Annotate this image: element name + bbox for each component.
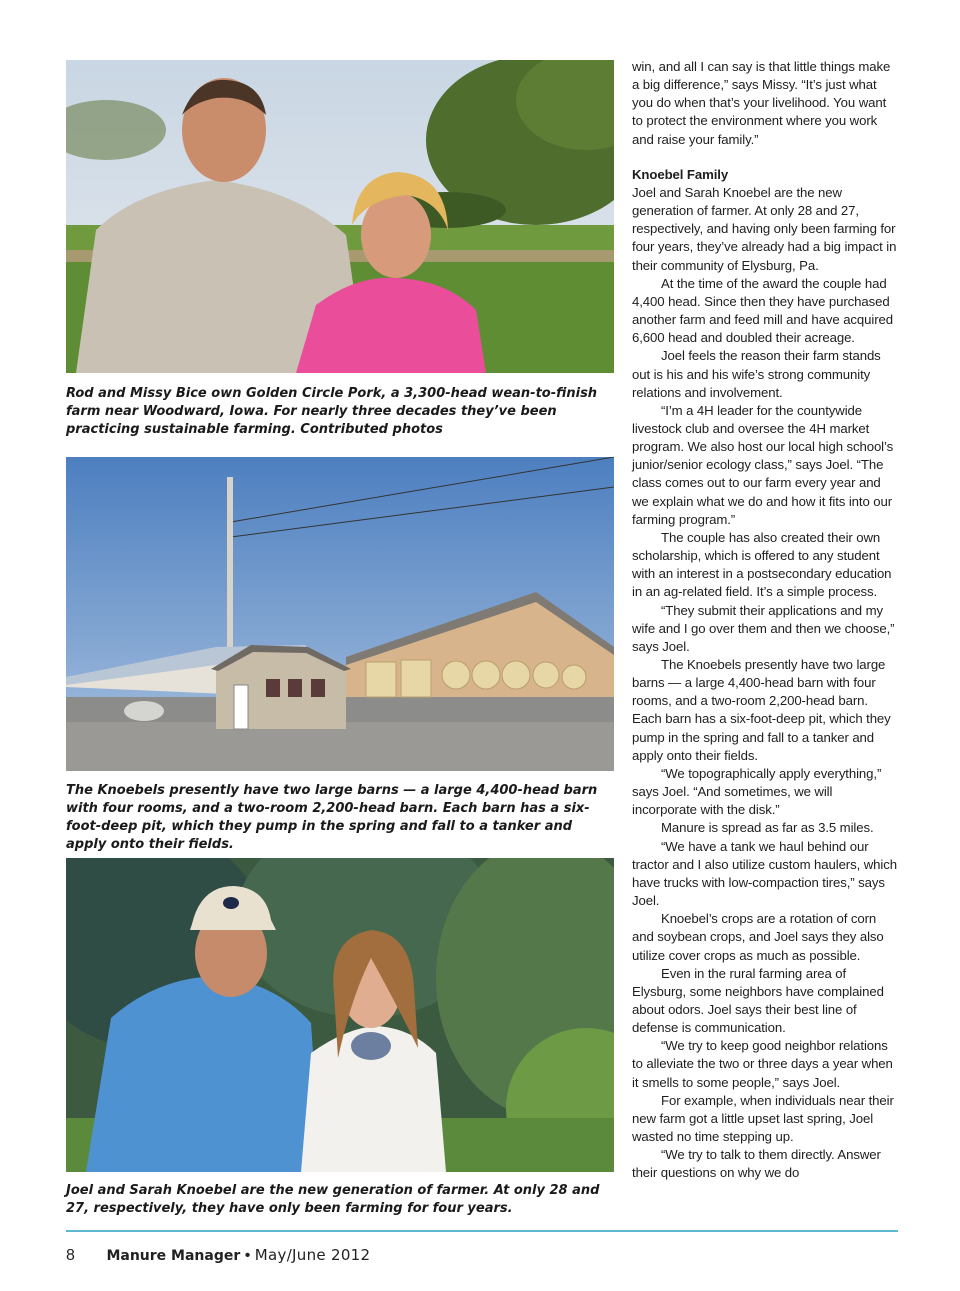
photo-rod-missy-bice <box>66 60 614 373</box>
photo-image <box>66 457 614 771</box>
photo-image <box>66 60 614 373</box>
photo-caption: Rod and Missy Bice own Golden Circle Pork, a 3,300-head wean-to-finish farm near Woodward, Iowa. For nearly three decades they’ve been practicing sustainable farming. Contributed photos <box>66 386 598 437</box>
article-paragraph: “They submit their applications and my wife and I go over them and then we choose,” says Joel. <box>632 602 895 654</box>
article-paragraph: “We have a tank we haul behind our tractor and I also utilize custom haulers, which have trucks with low-compaction tires,” says Joel. <box>632 838 897 909</box>
photo-caption: Joel and Sarah Knoebel are the new generation of farmer. At only 28 and 27, respectively, they have only been farming for four years. <box>66 1183 600 1216</box>
article-paragraph: Manure is spread as far as 3.5 miles. <box>661 820 874 836</box>
article-paragraph: At the time of the award the couple had 4,400 head. Since then they have purchased another farm and feed mill and have acquired 6,600 head and doubled their acreage. <box>632 275 893 346</box>
article-paragraph: Joel and Sarah Knoebel are the new generation of farmer. At only 28 and 27, respectively, and having only been farming for four years, they’ve already had a big impact in their community of Elysburg, Pa. <box>632 184 897 273</box>
footer-rule <box>66 1230 898 1232</box>
photo-knoebel-barn <box>66 457 614 771</box>
article-paragraph: Even in the rural farming area of Elysburg, some neighbors have complained about odors. Joel says their best line of defense is communication. <box>632 965 884 1036</box>
photo-caption: The Knoebels presently have two large barns — a large 4,400-head barn with four rooms, and a two-room 2,200-head barn. Each barn has a six-foot-deep pit, which they pump in the spring and fall to a tanker and apply onto their fields. <box>66 783 598 852</box>
article-paragraph: “We try to keep good neighbor relations to alleviate the two or three days a year when it smells to some people,” says Joel. <box>632 1038 893 1090</box>
footer-separator: • <box>244 1247 251 1264</box>
article-intro: win, and all I can say is that little things make a big difference,” says Missy. “It’s just what you do when that’s your livelihood. You want to protect the environment where you work and raise your family.” <box>632 59 891 147</box>
article-paragraph: Joel feels the reason their farm stands out is his and his wife’s strong community relations and involvement. <box>632 348 881 400</box>
article-paragraph: “I’m a 4H leader for the countywide livestock club and oversee the 4H market program. We also host our local high school’s junior/senior ecology class,” says Joel. “The class comes out to our farm every year and we explain what we do and how it fits into our farming program.” <box>632 402 894 527</box>
article-paragraph: “We try to talk to them directly. Answer their questions on why we do <box>632 1147 881 1181</box>
publication-name: Manure Manager <box>106 1248 241 1264</box>
page-number: 8 <box>66 1247 75 1264</box>
article-paragraph: “We topographically apply everything,” says Joel. “And sometimes, we will incorporate with the disk.” <box>632 765 882 818</box>
article-paragraph: For example, when individuals near their new farm got a little upset last spring, Joel wasted no time stepping up. <box>632 1092 894 1145</box>
photo-image <box>66 858 614 1172</box>
page-footer <box>66 1244 370 1266</box>
article-column <box>632 58 898 1183</box>
issue-date: May/June 2012 <box>254 1246 371 1264</box>
article-paragraph: The Knoebels presently have two large barns — a large 4,400-head barn with four rooms, and a two-room 2,200-head barn. Each barn has a six-foot-deep pit, which they pump in the spring and fall to a tanker and apply onto their fields. <box>632 657 891 763</box>
article-paragraph: Knoebel’s crops are a rotation of corn and soybean crops, and Joel says they also utilize cover crops as much as possible. <box>632 911 884 963</box>
article-paragraph: The couple has also created their own scholarship, which is offered to any student with an interest in a postsecondary education in an ag-related field. It’s a simple process. <box>632 529 892 600</box>
section-heading: Knoebel Family <box>632 166 729 182</box>
photo-joel-sarah-knoebel <box>66 858 614 1172</box>
